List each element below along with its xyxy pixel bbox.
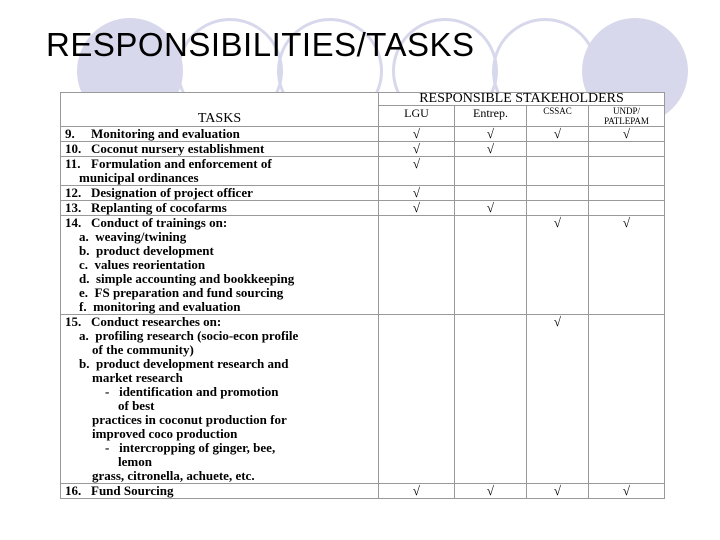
slide-title: RESPONSIBILITIES/TASKS [46, 26, 475, 63]
task-number: 15. [65, 314, 82, 329]
stakeholders-group-header: RESPONSIBLE STAKEHOLDERS [379, 93, 665, 106]
task-label: Monitoring and evaluation [91, 126, 240, 141]
table-row [61, 484, 665, 499]
task-subline: d. simple accounting and bookkeeping [79, 271, 295, 286]
check-cell [455, 484, 527, 499]
check-mark-icon: √ [553, 483, 562, 498]
check-cell [455, 127, 527, 142]
task-label: Conduct of trainings on: [91, 215, 228, 230]
task-label: Designation of project officer [91, 185, 253, 200]
task-subline: municipal ordinances [79, 170, 199, 185]
task-number: 14. [65, 215, 82, 230]
task-subline: - intercropping of ginger, bee, [79, 440, 276, 455]
check-cell [589, 142, 665, 157]
check-mark-icon: √ [553, 126, 562, 141]
check-mark-icon: √ [412, 185, 421, 200]
task-cell [61, 315, 379, 484]
table-row [61, 186, 665, 201]
task-label: Formulation and enforcement of [91, 156, 272, 171]
check-cell [589, 315, 665, 484]
table-row [61, 142, 665, 157]
check-cell [455, 186, 527, 201]
check-cell [589, 186, 665, 201]
stakeholder-header: LGU [379, 106, 455, 127]
tasks-header: TASKS [61, 93, 379, 127]
check-cell [527, 186, 589, 201]
task-rows [61, 127, 665, 499]
check-mark-icon: √ [486, 141, 495, 156]
task-subline: a. weaving/twining [79, 229, 187, 244]
task-subline: f. monitoring and evaluation [79, 299, 241, 314]
task-subline: of best [79, 398, 155, 413]
check-cell [455, 315, 527, 484]
check-cell [455, 201, 527, 216]
task-number: 9. [65, 126, 75, 141]
task-subline: c. values reorientation [79, 257, 206, 272]
check-mark-icon: √ [412, 483, 421, 498]
check-cell [527, 484, 589, 499]
check-cell [379, 127, 455, 142]
check-cell [379, 484, 455, 499]
check-cell [379, 157, 455, 186]
check-cell [589, 127, 665, 142]
task-subline: a. profiling research (socio-econ profile [79, 328, 299, 343]
check-cell [455, 216, 527, 315]
check-cell [527, 157, 589, 186]
task-cell [61, 216, 379, 315]
check-cell [527, 142, 589, 157]
scanned-document [60, 92, 664, 500]
check-mark-icon: √ [412, 141, 421, 156]
task-cell [61, 186, 379, 201]
task-label: Coconut nursery establishment [91, 141, 265, 156]
task-label: Replanting of cocofarms [91, 200, 227, 215]
task-subline: practices in coconut production for [79, 412, 287, 427]
task-subline: of the community) [79, 342, 194, 357]
task-cell [61, 127, 379, 142]
task-subline: market research [79, 370, 183, 385]
check-mark-icon: √ [412, 200, 421, 215]
check-cell [589, 157, 665, 186]
task-subline: - identification and promotion [79, 384, 279, 399]
stakeholder-header: UNDP/ PATLEPAM [589, 106, 665, 127]
check-mark-icon: √ [622, 215, 631, 230]
task-subline: grass, citronella, achuete, etc. [79, 468, 255, 483]
check-cell [379, 201, 455, 216]
stakeholder-header: Entrep. [455, 106, 527, 127]
table-row [61, 157, 665, 186]
task-cell [61, 201, 379, 216]
check-mark-icon: √ [412, 126, 421, 141]
table-row [61, 216, 665, 315]
task-number: 16. [65, 483, 82, 498]
task-label: Fund Sourcing [91, 483, 174, 498]
task-cell [61, 484, 379, 499]
task-number: 10. [65, 141, 82, 156]
check-mark-icon: √ [622, 126, 631, 141]
stakeholder-table [60, 92, 665, 499]
task-cell [61, 142, 379, 157]
task-label: Conduct researches on: [91, 314, 222, 329]
check-cell [589, 201, 665, 216]
check-cell [379, 142, 455, 157]
check-cell [379, 315, 455, 484]
check-cell [379, 186, 455, 201]
task-number: 13. [65, 200, 82, 215]
stakeholder-header: CSSAC [527, 106, 589, 127]
check-mark-icon: √ [622, 483, 631, 498]
task-number: 11. [65, 156, 81, 171]
check-cell [455, 157, 527, 186]
task-subline: improved coco production [79, 426, 238, 441]
check-cell [527, 216, 589, 315]
check-cell [527, 127, 589, 142]
table-row [61, 315, 665, 484]
task-subline: e. FS preparation and fund sourcing [79, 285, 284, 300]
check-cell [455, 142, 527, 157]
task-subline: b. product development research and [79, 356, 289, 371]
check-mark-icon: √ [486, 200, 495, 215]
check-mark-icon: √ [412, 156, 421, 171]
check-cell [589, 216, 665, 315]
table-row [61, 201, 665, 216]
task-subline: lemon [79, 454, 152, 469]
check-mark-icon: √ [553, 314, 562, 329]
check-mark-icon: √ [486, 483, 495, 498]
check-cell [527, 315, 589, 484]
check-cell [589, 484, 665, 499]
check-mark-icon: √ [486, 126, 495, 141]
table-row [61, 127, 665, 142]
check-cell [379, 216, 455, 315]
task-number: 12. [65, 185, 82, 200]
task-subline: b. product development [79, 243, 214, 258]
check-mark-icon: √ [553, 215, 562, 230]
check-cell [527, 201, 589, 216]
task-cell [61, 157, 379, 186]
